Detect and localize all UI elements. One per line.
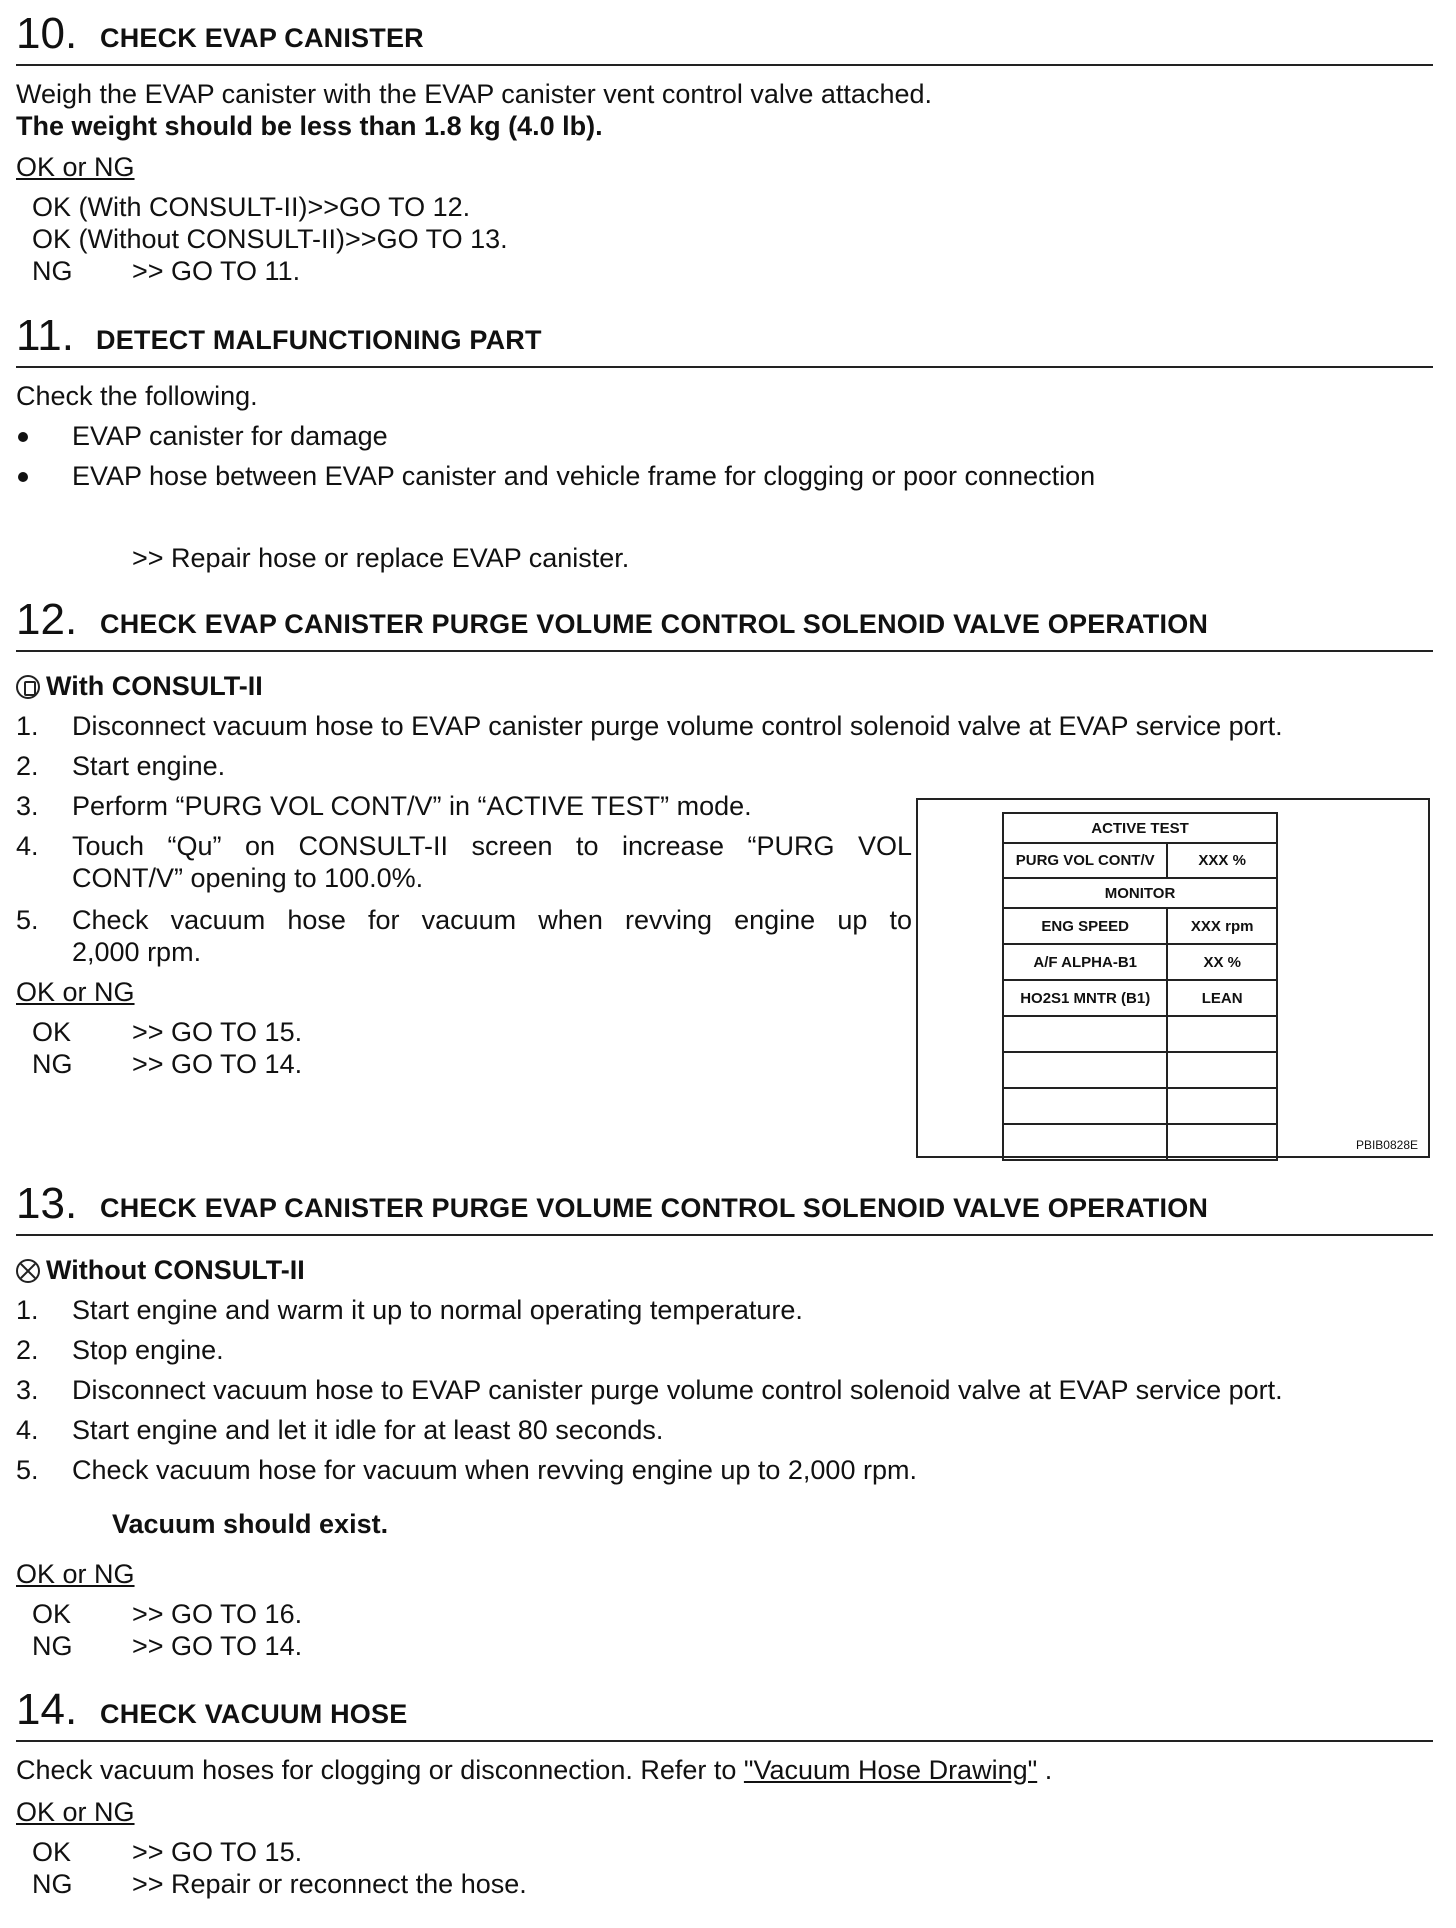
ok-or-ng-label: OK or NG	[16, 1797, 135, 1827]
vacuum-hose-drawing-link[interactable]: "Vacuum Hose Drawing"	[743, 1755, 1038, 1785]
table-cell: XX %	[1167, 944, 1277, 980]
table-cell: A/F ALPHA-B1	[1003, 944, 1167, 980]
table-header: MONITOR	[1003, 878, 1277, 908]
section-title: CHECK VACUUM HOSE	[100, 1699, 408, 1729]
section-title: CHECK EVAP CANISTER	[100, 23, 424, 53]
instruction-text: Check vacuum hoses for clogging or disconnection. Refer to "Vacuum Hose Drawing" .	[16, 1755, 1053, 1785]
table-cell: LEAN	[1167, 980, 1277, 1016]
instruction-text: Weigh the EVAP canister with the EVAP canister vent control valve attached.	[16, 79, 932, 109]
result-ok-without-consult: OK (Without CONSULT-II)>>GO TO 13.	[32, 224, 508, 254]
table-cell	[1003, 1124, 1167, 1160]
ok-or-ng-label: OK or NG	[16, 1559, 135, 1589]
result-code: NG	[32, 256, 73, 286]
result-action: >> GO TO 11.	[132, 256, 301, 286]
section-number: 10.	[16, 9, 78, 58]
bullet-icon	[18, 432, 28, 442]
section-11-header	[16, 311, 1433, 368]
section-number: 13.	[16, 1179, 78, 1228]
no-consult-icon	[16, 1259, 40, 1283]
table-cell	[1003, 1052, 1167, 1088]
table-cell: ENG SPEED	[1003, 908, 1167, 944]
section-14-header	[16, 1685, 1433, 1742]
figure-caption: PBIB0828E	[1355, 1138, 1418, 1152]
spec-text: The weight should be less than 1.8 kg (4.0 lb).	[16, 111, 603, 141]
table-cell	[1167, 1088, 1277, 1124]
table-cell: XXX rpm	[1167, 908, 1277, 944]
table-cell	[1167, 1016, 1277, 1052]
mode-label: Without CONSULT-II	[16, 1254, 305, 1286]
mode-label: With CONSULT-II	[16, 670, 263, 702]
table-cell	[1167, 1052, 1277, 1088]
table-cell	[1003, 1016, 1167, 1052]
section-number: 11.	[16, 311, 74, 360]
consult-icon	[16, 675, 40, 699]
spec-text: Vacuum should exist.	[112, 1509, 389, 1539]
section-number: 14.	[16, 1685, 78, 1734]
table-cell: XXX %	[1167, 843, 1277, 878]
table-cell: PURG VOL CONT/V	[1003, 843, 1167, 878]
ok-or-ng-label: OK or NG	[16, 977, 135, 1007]
result-ok-with-consult: OK (With CONSULT-II)>>GO TO 12.	[32, 192, 471, 222]
section-10-header	[16, 9, 1433, 66]
table-cell	[1167, 1124, 1277, 1160]
intro-text: Check the following.	[16, 381, 258, 411]
table-cell: HO2S1 MNTR (B1)	[1003, 980, 1167, 1016]
section-13-header	[16, 1179, 1433, 1236]
section-number: 12.	[16, 595, 78, 644]
ok-or-ng-label: OK or NG	[16, 152, 135, 182]
bullet-icon	[18, 472, 28, 482]
consult-screen-figure	[916, 798, 1430, 1158]
table-cell	[1003, 1088, 1167, 1124]
active-test-table	[1002, 812, 1278, 1161]
section-title: CHECK EVAP CANISTER PURGE VOLUME CONTROL SOLENOID VALVE OPERATION	[100, 609, 1209, 639]
section-title: CHECK EVAP CANISTER PURGE VOLUME CONTROL SOLENOID VALVE OPERATION	[100, 1193, 1209, 1223]
action-text: >> Repair hose or replace EVAP canister.	[132, 543, 630, 573]
table-header: ACTIVE TEST	[1003, 813, 1277, 843]
section-title: DETECT MALFUNCTIONING PART	[96, 325, 542, 355]
section-12-header	[16, 595, 1433, 652]
